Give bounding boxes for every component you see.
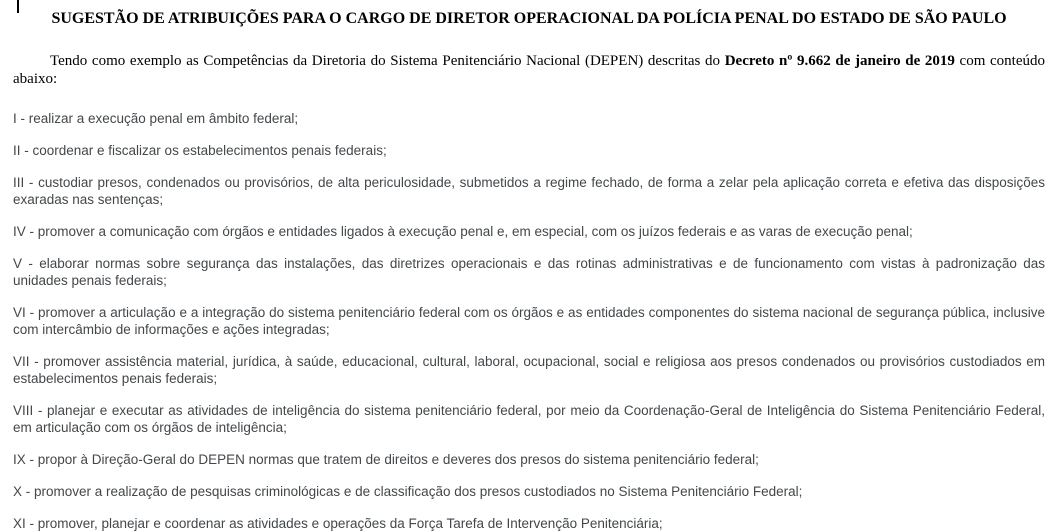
document-title: SUGESTÃO DE ATRIBUIÇÕES PARA O CARGO DE DIRETOR OPERACIONAL DA POLÍCIA PENAL DO ESTADO DE SÃO PAULO <box>51 10 1007 27</box>
intro-paragraph <box>13 52 1045 88</box>
list-item-8: VIII - planejar e executar as atividades de inteligência do sistema penitenciário federal, por meio da Coordenação-Geral de Inteligência do Sistema Penitenciário Federal, em articulação com os órgãos de inteligência; <box>13 403 1045 435</box>
list-item-3: III - custodiar presos, condenados ou provisórios, de alta periculosidade, submetidos a regime fechado, de forma a zelar pela aplicação correta e efetiva das disposições exaradas nas sentenças; <box>13 175 1045 207</box>
text-cursor-mark <box>17 0 19 13</box>
list-item-9: IX - propor à Direção-Geral do DEPEN normas que tratem de direitos e deveres dos presos do sistema penitenciário federal; <box>13 452 759 467</box>
intro-text-after: com conteúdo abaixo: <box>13 53 1045 87</box>
list-item-10: X - promover a realização de pesquisas criminológicas e de classificação dos presos custodiados no Sistema Penitenciário Federal; <box>13 484 803 499</box>
list-item-7: VII - promover assistência material, jurídica, à saúde, educacional, cultural, laboral, ocupacional, social e religiosa aos presos condenados ou provisórios custodiados em estabelecimentos penais federais; <box>13 354 1045 386</box>
attribution-list <box>13 110 1045 532</box>
list-item-5: V - elaborar normas sobre segurança das instalações, das diretrizes operacionais e das rotinas administrativas e de funcionamento com vistas à padronização das unidades penais federais; <box>13 256 1045 288</box>
list-item-6: VI - promover a articulação e a integração do sistema penitenciário federal com os órgãos e as entidades componentes do sistema nacional de segurança pública, inclusive com intercâmbio de informações e ações integradas; <box>13 305 1045 337</box>
list-item-2: II - coordenar e fiscalizar os estabelecimentos penais federais; <box>13 143 387 158</box>
list-item-11: XI - promover, planejar e coordenar as atividades e operações da Força Tarefa de Intervenção Penitenciária; <box>13 516 663 531</box>
list-item-1: I - realizar a execução penal em âmbito federal; <box>13 111 299 126</box>
intro-text-before: Tendo como exemplo as Competências da Diretoria do Sistema Penitenciário Nacional (DEPEN) descritas do <box>50 53 725 69</box>
decree-reference: Decreto nº 9.662 de janeiro de 2019 <box>724 53 955 69</box>
list-item-4: IV - promover a comunicação com órgãos e entidades ligados à execução penal e, em especial, com os juízos federais e as varas de execução penal; <box>13 224 913 239</box>
